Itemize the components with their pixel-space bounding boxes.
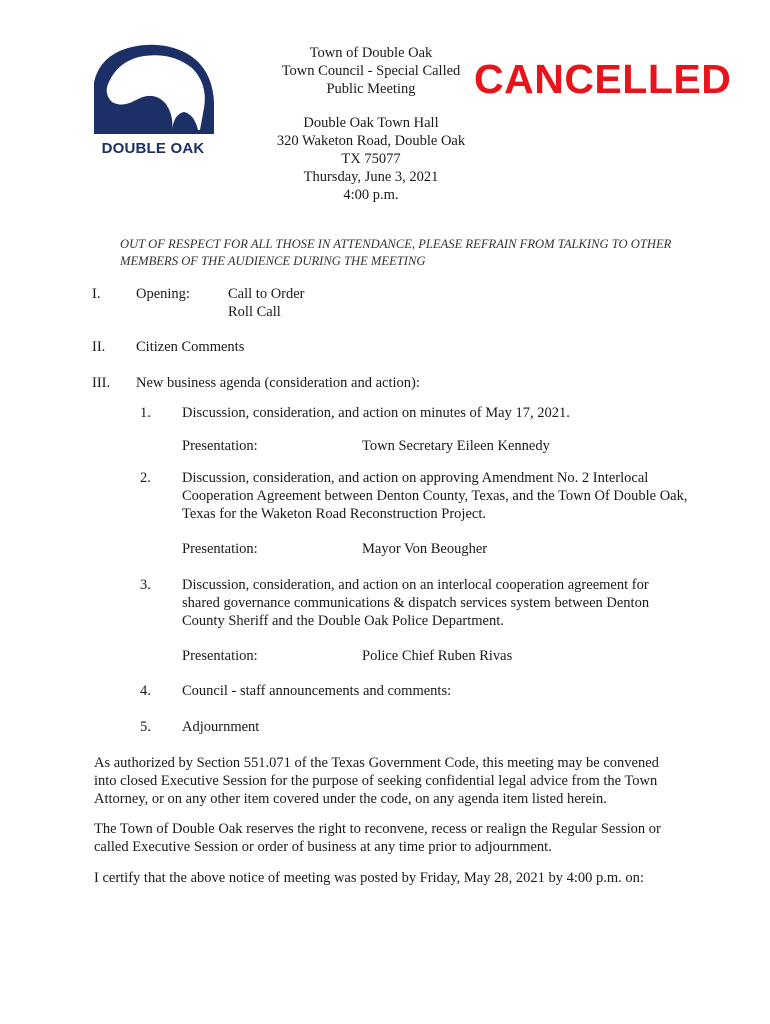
agenda-number: 4. [140,683,151,699]
cancelled-stamp: CANCELLED [474,56,732,102]
agenda-text: Council - staff announcements and comments: [182,683,452,699]
agenda-text: County Sheriff and the Double Oak Police Department. [182,613,504,629]
agenda-text: shared governance communications & dispatch services system between Denton [182,595,650,611]
agenda-text: Discussion, consideration, and action on minutes of May 17, 2021. [182,405,570,421]
presenter: Town Secretary Eileen Kennedy [362,438,550,454]
presentation-label: Presentation: [182,438,258,454]
agenda-text: Discussion, consideration, and action on an interlocal cooperation agreement for [182,577,649,593]
header-line: Thursday, June 3, 2021 [303,169,439,185]
paragraph-line: Attorney, or on any other item covered under the code, on any agenda item listed herein. [94,791,607,807]
reconvene-paragraph [94,820,694,856]
meeting-location [262,114,480,204]
header-line: Town Council - Special Called [281,63,461,79]
opening-item: Call to Order [228,286,305,302]
section-label: New business agenda (consideration and action): [136,375,420,391]
section-label: Opening: [136,286,190,302]
opening-item: Roll Call [228,304,281,320]
logo-text: DOUBLE OAK [101,140,205,157]
paragraph-line: The Town of Double Oak reserves the right to reconvene, recess or realign the Regular Session or [94,821,661,837]
section-numeral: III. [92,375,111,391]
paragraph-line: As authorized by Section 551.071 of the Texas Government Code, this meeting may be convened [94,755,659,771]
presentation-label: Presentation: [182,541,258,557]
paragraph-line: called Executive Session or order of business at any time prior to adjournment. [94,839,552,855]
header-line: Double Oak Town Hall [303,115,439,131]
header-line: 4:00 p.m. [343,187,399,203]
header-line: Public Meeting [326,81,416,97]
header-line: Town of Double Oak [309,45,433,61]
executive-session-paragraph [94,754,694,808]
agenda-text: Discussion, consideration, and action on approving Amendment No. 2 Interlocal [182,470,649,486]
section-numeral: I. [92,286,101,302]
agenda-text: Adjournment [182,719,260,735]
audience-notice [120,236,730,270]
notice-line: OUT OF RESPECT FOR ALL THOSE IN ATTENDANCE, PLEASE REFRAIN FROM TALKING TO OTHER [120,237,672,251]
presentation-label: Presentation: [182,648,258,664]
paragraph-line: I certify that the above notice of meeting was posted by Friday, May 28, 2021 by 4:00 p.m. on: [94,870,644,886]
section-label: Citizen Comments [136,339,245,355]
agenda-text: Texas for the Waketon Road Reconstruction Project. [182,506,486,522]
agenda-text: Cooperation Agreement between Denton County, Texas, and the Town Of Double Oak, [182,488,688,504]
paragraph-line: into closed Executive Session for the purpose of seeking confidential legal advice from the Town [94,773,658,789]
presenter: Mayor Von Beougher [362,541,488,557]
header-line: 320 Waketon Road, Double Oak [276,133,466,149]
section-numeral: II. [92,339,106,355]
agenda-number: 3. [140,577,151,593]
agenda-number: 1. [140,405,151,421]
notice-line: MEMBERS OF THE AUDIENCE DURING THE MEETING [120,254,426,268]
agenda-number: 5. [140,719,151,735]
header-line: TX 75077 [341,151,401,167]
certification-paragraph [94,869,694,887]
agenda-number: 2. [140,470,151,486]
presenter: Police Chief Ruben Rivas [362,648,513,664]
meeting-title [262,44,480,98]
